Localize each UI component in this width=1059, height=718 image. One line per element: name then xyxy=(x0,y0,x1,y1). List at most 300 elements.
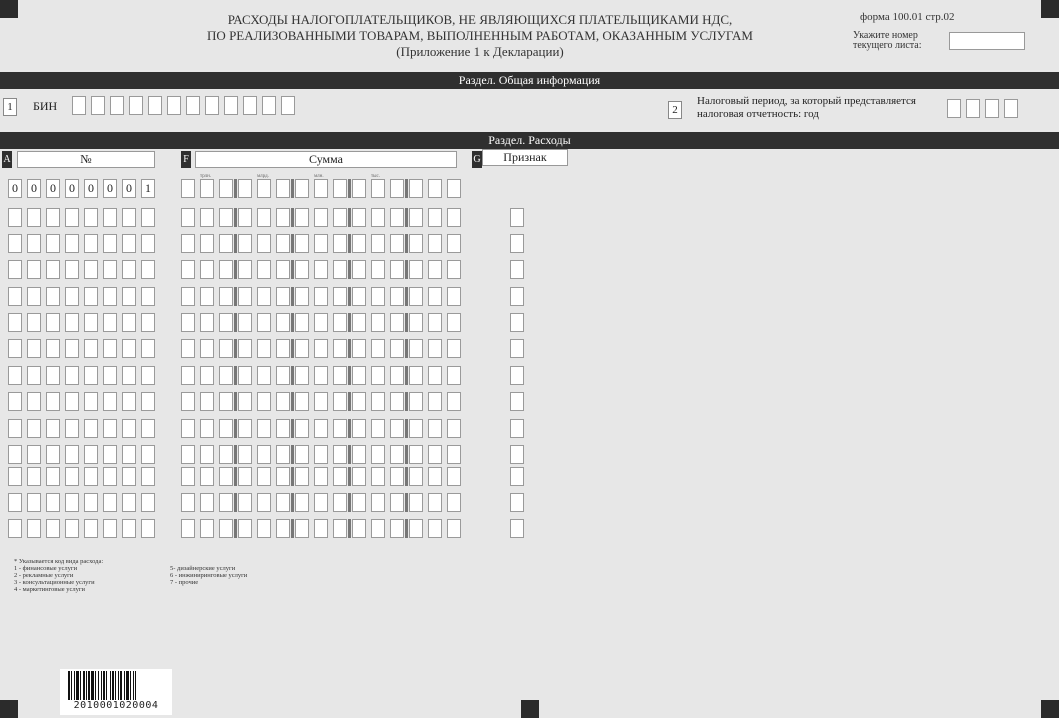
row-number-cell[interactable] xyxy=(84,208,98,227)
sum-cell[interactable] xyxy=(352,445,366,464)
sum-cell[interactable] xyxy=(352,366,366,385)
row-number-cell[interactable] xyxy=(103,493,117,512)
sum-cell[interactable] xyxy=(333,287,347,306)
sum-cell[interactable] xyxy=(409,392,423,411)
sum-cell[interactable] xyxy=(276,445,290,464)
sum-cell[interactable] xyxy=(276,313,290,332)
sign-cell[interactable] xyxy=(510,313,524,332)
row-number-cell[interactable] xyxy=(122,519,136,538)
sum-cell[interactable] xyxy=(390,179,404,198)
row-number-cell[interactable] xyxy=(141,260,155,279)
sum-cell[interactable] xyxy=(200,445,214,464)
row-number-cell[interactable] xyxy=(122,234,136,253)
sum-cell[interactable] xyxy=(314,493,328,512)
row-number-cell[interactable] xyxy=(46,419,60,438)
row-number-cell[interactable] xyxy=(141,208,155,227)
sum-cell[interactable] xyxy=(409,467,423,486)
sign-cell[interactable] xyxy=(510,260,524,279)
sum-cell[interactable] xyxy=(371,467,385,486)
row-number-cell[interactable] xyxy=(65,287,79,306)
row-number-cell[interactable] xyxy=(46,339,60,358)
sum-cell[interactable] xyxy=(314,445,328,464)
sign-cell[interactable] xyxy=(510,445,524,464)
bin-cell[interactable] xyxy=(72,96,86,115)
sum-cell[interactable] xyxy=(428,208,442,227)
sum-cell[interactable] xyxy=(200,287,214,306)
row-number-cell[interactable] xyxy=(65,419,79,438)
sum-cell[interactable] xyxy=(409,445,423,464)
sign-cell[interactable] xyxy=(510,287,524,306)
row-number-cell[interactable] xyxy=(103,234,117,253)
sum-cell[interactable] xyxy=(295,313,309,332)
sum-cell[interactable] xyxy=(314,467,328,486)
row-number-cell[interactable] xyxy=(46,287,60,306)
sum-cell[interactable] xyxy=(200,313,214,332)
row-number-cell[interactable] xyxy=(84,287,98,306)
row-number-cell[interactable] xyxy=(8,392,22,411)
sum-cell[interactable] xyxy=(428,445,442,464)
tax-year-cell[interactable] xyxy=(1004,99,1018,118)
row-number-cell[interactable]: 0 xyxy=(103,179,117,198)
row-number-cell[interactable] xyxy=(27,419,41,438)
row-number-cell[interactable] xyxy=(65,519,79,538)
sum-cell[interactable] xyxy=(181,234,195,253)
sum-cell[interactable] xyxy=(390,493,404,512)
sum-cell[interactable] xyxy=(276,419,290,438)
sum-cell[interactable] xyxy=(371,339,385,358)
row-number-cell[interactable] xyxy=(122,313,136,332)
bin-cell[interactable] xyxy=(186,96,200,115)
row-number-cell[interactable] xyxy=(65,467,79,486)
sum-cell[interactable] xyxy=(181,467,195,486)
row-number-cell[interactable] xyxy=(46,445,60,464)
row-number-cell[interactable] xyxy=(103,208,117,227)
sheet-number-input[interactable] xyxy=(949,32,1025,50)
sum-cell[interactable] xyxy=(409,179,423,198)
row-number-cell[interactable] xyxy=(122,339,136,358)
sum-cell[interactable] xyxy=(352,179,366,198)
bin-cell[interactable] xyxy=(129,96,143,115)
row-number-cell[interactable]: 0 xyxy=(84,179,98,198)
row-number-cell[interactable] xyxy=(103,519,117,538)
row-number-cell[interactable] xyxy=(141,445,155,464)
row-number-cell[interactable] xyxy=(46,392,60,411)
sum-cell[interactable] xyxy=(428,260,442,279)
sum-cell[interactable] xyxy=(333,366,347,385)
row-number-cell[interactable] xyxy=(141,493,155,512)
bin-cell[interactable] xyxy=(262,96,276,115)
row-number-cell[interactable] xyxy=(122,260,136,279)
sum-cell[interactable] xyxy=(295,208,309,227)
row-number-cell[interactable] xyxy=(122,287,136,306)
sum-cell[interactable] xyxy=(428,419,442,438)
sum-cell[interactable] xyxy=(447,493,461,512)
sum-cell[interactable] xyxy=(409,208,423,227)
sum-cell[interactable] xyxy=(409,519,423,538)
sum-cell[interactable] xyxy=(238,339,252,358)
sum-cell[interactable] xyxy=(390,366,404,385)
sum-cell[interactable] xyxy=(314,234,328,253)
sum-cell[interactable] xyxy=(390,260,404,279)
sum-cell[interactable] xyxy=(238,493,252,512)
row-number-cell[interactable] xyxy=(65,208,79,227)
sum-cell[interactable] xyxy=(238,366,252,385)
sum-cell[interactable] xyxy=(447,366,461,385)
row-number-cell[interactable] xyxy=(27,287,41,306)
sum-cell[interactable] xyxy=(200,208,214,227)
sum-cell[interactable] xyxy=(390,445,404,464)
row-number-cell[interactable] xyxy=(8,339,22,358)
sum-cell[interactable] xyxy=(390,467,404,486)
row-number-cell[interactable] xyxy=(27,366,41,385)
sum-cell[interactable] xyxy=(257,179,271,198)
sum-cell[interactable] xyxy=(352,208,366,227)
sum-cell[interactable] xyxy=(295,493,309,512)
row-number-cell[interactable] xyxy=(103,260,117,279)
row-number-cell[interactable] xyxy=(122,392,136,411)
row-number-cell[interactable] xyxy=(27,313,41,332)
sum-cell[interactable] xyxy=(352,339,366,358)
sum-cell[interactable] xyxy=(314,287,328,306)
row-number-cell[interactable] xyxy=(141,519,155,538)
row-number-cell[interactable]: 0 xyxy=(27,179,41,198)
row-number-cell[interactable] xyxy=(46,366,60,385)
row-number-cell[interactable] xyxy=(65,234,79,253)
sign-cell[interactable] xyxy=(510,339,524,358)
sum-cell[interactable] xyxy=(390,313,404,332)
row-number-cell[interactable] xyxy=(103,313,117,332)
row-number-cell[interactable] xyxy=(141,392,155,411)
row-number-cell[interactable] xyxy=(8,467,22,486)
sum-cell[interactable] xyxy=(181,419,195,438)
sum-cell[interactable] xyxy=(181,392,195,411)
sum-cell[interactable] xyxy=(314,208,328,227)
row-number-cell[interactable] xyxy=(141,366,155,385)
sum-cell[interactable] xyxy=(409,313,423,332)
sum-cell[interactable] xyxy=(238,419,252,438)
sum-cell[interactable] xyxy=(390,519,404,538)
sum-cell[interactable] xyxy=(219,339,233,358)
sum-cell[interactable] xyxy=(295,467,309,486)
sum-cell[interactable] xyxy=(276,493,290,512)
sum-cell[interactable] xyxy=(257,234,271,253)
row-number-cell[interactable] xyxy=(103,419,117,438)
sum-cell[interactable] xyxy=(371,419,385,438)
sum-cell[interactable] xyxy=(181,208,195,227)
bin-cell[interactable] xyxy=(91,96,105,115)
sum-cell[interactable] xyxy=(295,519,309,538)
row-number-cell[interactable] xyxy=(103,339,117,358)
row-number-cell[interactable] xyxy=(141,234,155,253)
sum-cell[interactable] xyxy=(257,287,271,306)
sum-cell[interactable] xyxy=(428,467,442,486)
sum-cell[interactable] xyxy=(390,234,404,253)
sum-cell[interactable] xyxy=(219,287,233,306)
sign-cell[interactable] xyxy=(510,366,524,385)
sum-cell[interactable] xyxy=(276,287,290,306)
row-number-cell[interactable] xyxy=(103,366,117,385)
sum-cell[interactable] xyxy=(276,339,290,358)
sum-cell[interactable] xyxy=(314,179,328,198)
sum-cell[interactable] xyxy=(333,519,347,538)
bin-cell[interactable] xyxy=(167,96,181,115)
sum-cell[interactable] xyxy=(371,313,385,332)
sum-cell[interactable] xyxy=(295,287,309,306)
sum-cell[interactable] xyxy=(428,339,442,358)
row-number-cell[interactable] xyxy=(103,445,117,464)
row-number-cell[interactable] xyxy=(27,519,41,538)
sum-cell[interactable] xyxy=(276,366,290,385)
sum-cell[interactable] xyxy=(314,392,328,411)
sign-cell[interactable] xyxy=(510,519,524,538)
sign-cell[interactable] xyxy=(510,493,524,512)
sum-cell[interactable] xyxy=(390,339,404,358)
sum-cell[interactable] xyxy=(238,392,252,411)
bin-cell[interactable] xyxy=(205,96,219,115)
sum-cell[interactable] xyxy=(447,467,461,486)
sum-cell[interactable] xyxy=(238,313,252,332)
row-number-cell[interactable] xyxy=(103,287,117,306)
row-number-cell[interactable] xyxy=(84,467,98,486)
sum-cell[interactable] xyxy=(257,467,271,486)
sum-cell[interactable] xyxy=(371,179,385,198)
sum-cell[interactable] xyxy=(257,519,271,538)
sum-cell[interactable] xyxy=(200,366,214,385)
row-number-cell[interactable] xyxy=(27,339,41,358)
row-number-cell[interactable] xyxy=(46,208,60,227)
sum-cell[interactable] xyxy=(200,179,214,198)
sum-cell[interactable] xyxy=(447,392,461,411)
sum-cell[interactable] xyxy=(257,445,271,464)
sum-cell[interactable] xyxy=(219,179,233,198)
sum-cell[interactable] xyxy=(200,339,214,358)
sum-cell[interactable] xyxy=(238,234,252,253)
sum-cell[interactable] xyxy=(181,519,195,538)
sum-cell[interactable] xyxy=(428,179,442,198)
tax-year-cell[interactable] xyxy=(947,99,961,118)
row-number-cell[interactable] xyxy=(8,445,22,464)
sum-cell[interactable] xyxy=(295,234,309,253)
row-number-cell[interactable] xyxy=(8,260,22,279)
sign-cell[interactable] xyxy=(510,392,524,411)
sum-cell[interactable] xyxy=(219,313,233,332)
sum-cell[interactable] xyxy=(371,445,385,464)
row-number-cell[interactable] xyxy=(8,208,22,227)
row-number-cell[interactable] xyxy=(8,234,22,253)
sum-cell[interactable] xyxy=(219,519,233,538)
sum-cell[interactable] xyxy=(371,208,385,227)
row-number-cell[interactable] xyxy=(84,313,98,332)
sum-cell[interactable] xyxy=(257,392,271,411)
sum-cell[interactable] xyxy=(447,234,461,253)
sum-cell[interactable] xyxy=(257,260,271,279)
sum-cell[interactable] xyxy=(371,260,385,279)
sign-cell[interactable] xyxy=(510,419,524,438)
sum-cell[interactable] xyxy=(200,392,214,411)
sum-cell[interactable] xyxy=(276,260,290,279)
row-number-cell[interactable]: 0 xyxy=(122,179,136,198)
sum-cell[interactable] xyxy=(276,392,290,411)
sum-cell[interactable] xyxy=(371,287,385,306)
row-number-cell[interactable] xyxy=(27,234,41,253)
sum-cell[interactable] xyxy=(352,519,366,538)
sum-cell[interactable] xyxy=(181,366,195,385)
sum-cell[interactable] xyxy=(200,493,214,512)
sum-cell[interactable] xyxy=(333,208,347,227)
sum-cell[interactable] xyxy=(447,519,461,538)
sum-cell[interactable] xyxy=(371,392,385,411)
row-number-cell[interactable] xyxy=(46,493,60,512)
bin-cell[interactable] xyxy=(224,96,238,115)
sum-cell[interactable] xyxy=(181,493,195,512)
row-number-cell[interactable] xyxy=(84,260,98,279)
bin-cell[interactable] xyxy=(148,96,162,115)
sum-cell[interactable] xyxy=(352,467,366,486)
sum-cell[interactable] xyxy=(409,493,423,512)
sum-cell[interactable] xyxy=(314,339,328,358)
sum-cell[interactable] xyxy=(428,234,442,253)
sum-cell[interactable] xyxy=(390,208,404,227)
row-number-cell[interactable] xyxy=(84,519,98,538)
row-number-cell[interactable] xyxy=(46,519,60,538)
sum-cell[interactable] xyxy=(219,366,233,385)
sum-cell[interactable] xyxy=(409,366,423,385)
row-number-cell[interactable] xyxy=(65,392,79,411)
row-number-cell[interactable]: 0 xyxy=(46,179,60,198)
sum-cell[interactable] xyxy=(295,419,309,438)
row-number-cell[interactable] xyxy=(122,445,136,464)
sum-cell[interactable] xyxy=(352,419,366,438)
row-number-cell[interactable] xyxy=(27,493,41,512)
sum-cell[interactable] xyxy=(314,260,328,279)
sum-cell[interactable] xyxy=(295,339,309,358)
row-number-cell[interactable] xyxy=(84,419,98,438)
row-number-cell[interactable] xyxy=(27,208,41,227)
sum-cell[interactable] xyxy=(181,445,195,464)
sum-cell[interactable] xyxy=(390,287,404,306)
sum-cell[interactable] xyxy=(371,234,385,253)
sum-cell[interactable] xyxy=(238,179,252,198)
sum-cell[interactable] xyxy=(333,392,347,411)
row-number-cell[interactable] xyxy=(122,208,136,227)
sum-cell[interactable] xyxy=(390,392,404,411)
sum-cell[interactable] xyxy=(447,445,461,464)
row-number-cell[interactable] xyxy=(8,287,22,306)
sum-cell[interactable] xyxy=(276,208,290,227)
sum-cell[interactable] xyxy=(238,519,252,538)
sum-cell[interactable] xyxy=(200,519,214,538)
sum-cell[interactable] xyxy=(219,260,233,279)
sum-cell[interactable] xyxy=(333,467,347,486)
sum-cell[interactable] xyxy=(447,179,461,198)
bin-cell[interactable] xyxy=(243,96,257,115)
sum-cell[interactable] xyxy=(295,366,309,385)
sum-cell[interactable] xyxy=(352,287,366,306)
sum-cell[interactable] xyxy=(219,419,233,438)
sum-cell[interactable] xyxy=(352,260,366,279)
sum-cell[interactable] xyxy=(276,179,290,198)
sum-cell[interactable] xyxy=(333,339,347,358)
row-number-cell[interactable] xyxy=(141,339,155,358)
row-number-cell[interactable] xyxy=(122,467,136,486)
row-number-cell[interactable] xyxy=(122,366,136,385)
row-number-cell[interactable] xyxy=(65,445,79,464)
sum-cell[interactable] xyxy=(371,493,385,512)
sum-cell[interactable] xyxy=(181,313,195,332)
row-number-cell[interactable] xyxy=(65,366,79,385)
row-number-cell[interactable] xyxy=(8,519,22,538)
sum-cell[interactable] xyxy=(257,208,271,227)
row-number-cell[interactable] xyxy=(84,445,98,464)
sum-cell[interactable] xyxy=(181,339,195,358)
sum-cell[interactable] xyxy=(238,260,252,279)
sign-cell[interactable] xyxy=(510,467,524,486)
row-number-cell[interactable] xyxy=(46,467,60,486)
sum-cell[interactable] xyxy=(219,208,233,227)
sum-cell[interactable] xyxy=(428,519,442,538)
row-number-cell[interactable] xyxy=(27,467,41,486)
sum-cell[interactable] xyxy=(257,493,271,512)
sum-cell[interactable] xyxy=(409,419,423,438)
sum-cell[interactable] xyxy=(409,234,423,253)
sum-cell[interactable] xyxy=(409,260,423,279)
sum-cell[interactable] xyxy=(219,234,233,253)
row-number-cell[interactable]: 0 xyxy=(65,179,79,198)
row-number-cell[interactable] xyxy=(84,366,98,385)
sum-cell[interactable] xyxy=(409,339,423,358)
sum-cell[interactable] xyxy=(295,445,309,464)
row-number-cell[interactable] xyxy=(122,419,136,438)
tax-year-cell[interactable] xyxy=(966,99,980,118)
sum-cell[interactable] xyxy=(447,339,461,358)
sum-cell[interactable] xyxy=(238,467,252,486)
sum-cell[interactable] xyxy=(333,493,347,512)
sum-cell[interactable] xyxy=(352,493,366,512)
sum-cell[interactable] xyxy=(181,260,195,279)
sum-cell[interactable] xyxy=(333,313,347,332)
sum-cell[interactable] xyxy=(276,519,290,538)
tax-year-cell[interactable] xyxy=(985,99,999,118)
sum-cell[interactable] xyxy=(314,313,328,332)
sum-cell[interactable] xyxy=(200,260,214,279)
sum-cell[interactable] xyxy=(333,234,347,253)
sum-cell[interactable] xyxy=(257,339,271,358)
sum-cell[interactable] xyxy=(409,287,423,306)
sum-cell[interactable] xyxy=(390,419,404,438)
row-number-cell[interactable] xyxy=(84,234,98,253)
sign-cell[interactable] xyxy=(510,208,524,227)
row-number-cell[interactable] xyxy=(8,493,22,512)
sum-cell[interactable] xyxy=(295,392,309,411)
sum-cell[interactable] xyxy=(447,419,461,438)
sum-cell[interactable] xyxy=(333,179,347,198)
sum-cell[interactable] xyxy=(181,287,195,306)
row-number-cell[interactable] xyxy=(84,392,98,411)
row-number-cell[interactable] xyxy=(27,392,41,411)
sum-cell[interactable] xyxy=(447,208,461,227)
row-number-cell[interactable] xyxy=(65,260,79,279)
row-number-cell[interactable] xyxy=(46,260,60,279)
row-number-cell[interactable] xyxy=(141,419,155,438)
sum-cell[interactable] xyxy=(447,260,461,279)
sum-cell[interactable] xyxy=(276,234,290,253)
sum-cell[interactable] xyxy=(428,287,442,306)
sum-cell[interactable] xyxy=(238,208,252,227)
sum-cell[interactable] xyxy=(428,313,442,332)
sum-cell[interactable] xyxy=(219,445,233,464)
row-number-cell[interactable] xyxy=(103,392,117,411)
sum-cell[interactable] xyxy=(428,493,442,512)
